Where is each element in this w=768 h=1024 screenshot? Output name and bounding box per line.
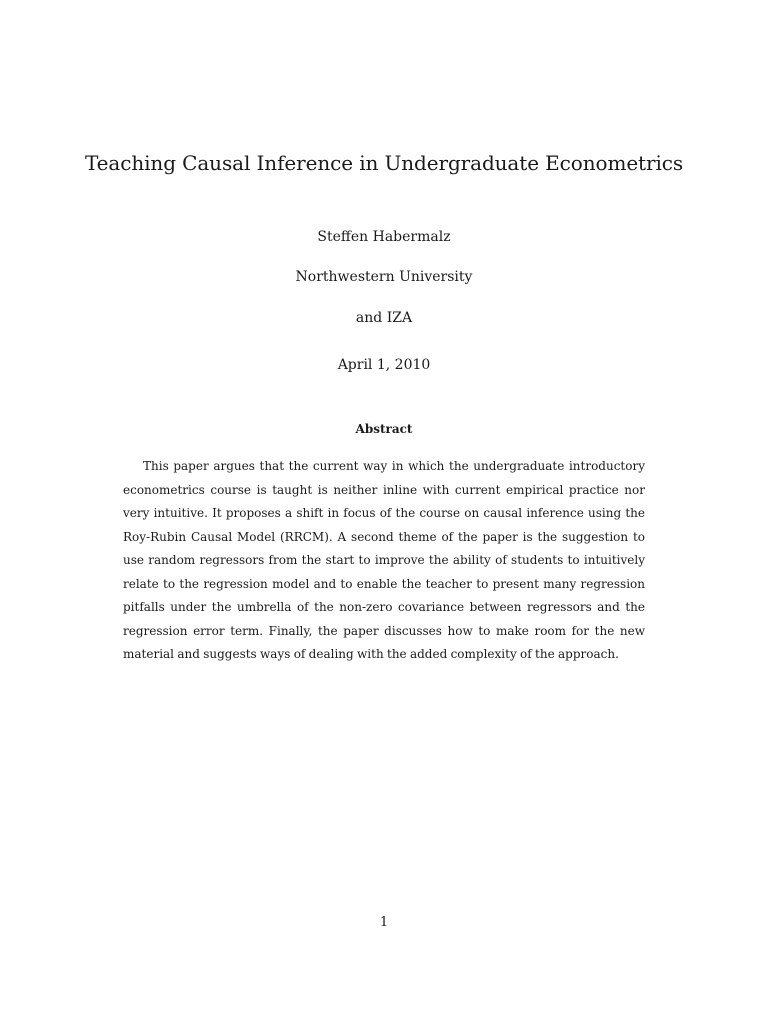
paper-title: Teaching Causal Inference in Undergraduate Econometrics — [84, 151, 684, 175]
paper-date: April 1, 2010 — [337, 357, 431, 373]
author-name: Steffen Habermalz — [317, 229, 451, 245]
author-affiliation: Northwestern University — [295, 269, 473, 285]
abstract-text: This paper argues that the current way in which the undergraduate introductory econometrics course is taught is neither inline with current empirical practice nor very intuitive. It proposes a shift in focus of the course on causal inference using the Roy-Rubin Causal Model (RRCM). A second theme of the paper is the suggestion to use random regressors from the start to improve the ability of students to intuitively relate to the regression model and to enable the teacher to present many regression pitfalls under the umbrella of the non-zero covariance between regressors and the regression error term. Finally, the paper discusses how to make room for the new material and suggests ways of dealing with the added complexity of the approach. — [123, 459, 645, 661]
page-number: 1 — [379, 915, 389, 930]
author-affiliation-secondary: and IZA — [355, 310, 413, 326]
abstract-heading: Abstract — [355, 422, 413, 436]
